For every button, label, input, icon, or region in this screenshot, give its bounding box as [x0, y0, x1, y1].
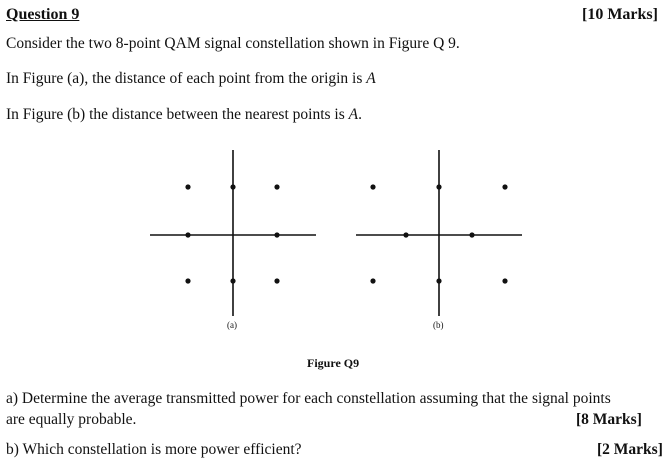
figure-a: [150, 150, 316, 316]
figure-a-point: [274, 184, 279, 189]
figure-b-point: [502, 184, 507, 189]
figure-a-label: (a): [227, 320, 237, 330]
figure-b-label: (b): [433, 320, 444, 330]
figure-a-point: [185, 278, 190, 283]
part-a-line-1: a) Determine the average transmitted power for each constellation assuming that the signal points: [6, 390, 611, 407]
intro-line-2-text: In Figure (a), the distance of each point from the origin is: [6, 70, 367, 87]
part-b-marks: [2 Marks]: [597, 441, 663, 458]
intro-line-3-text: In Figure (b) the distance between the nearest points is: [6, 106, 349, 123]
figure-a-point: [274, 278, 279, 283]
figure-a-point: [185, 232, 190, 237]
intro-line-3-var: A: [348, 106, 359, 123]
question-title: Question 9: [6, 6, 80, 23]
figure-b-point: [370, 184, 375, 189]
figure-b: [356, 150, 522, 316]
intro-line-2-var: A: [366, 70, 376, 87]
figure-a-point: [230, 184, 235, 189]
figure-a-point: [274, 232, 279, 237]
question-marks: [10 Marks]: [582, 6, 658, 23]
figure-a-point: [230, 278, 235, 283]
figure-b-point: [370, 278, 375, 283]
intro-line-1: Consider the two 8-point QAM signal constellation shown in Figure Q 9.: [6, 35, 460, 52]
figure-b-point: [502, 278, 507, 283]
figure-b-point: [403, 232, 408, 237]
part-b-text: b) Which constellation is more power efficient?: [6, 441, 302, 458]
part-a-marks: [8 Marks]: [576, 411, 642, 428]
figure-b-point: [469, 232, 474, 237]
figure-a-point: [185, 184, 190, 189]
figure-b-point: [436, 184, 441, 189]
figure-caption: Figure Q9: [307, 356, 360, 370]
part-a-line-2: are equally probable.: [6, 411, 137, 428]
figure-b-point: [436, 278, 441, 283]
intro-line-3-suffix: .: [358, 106, 362, 123]
